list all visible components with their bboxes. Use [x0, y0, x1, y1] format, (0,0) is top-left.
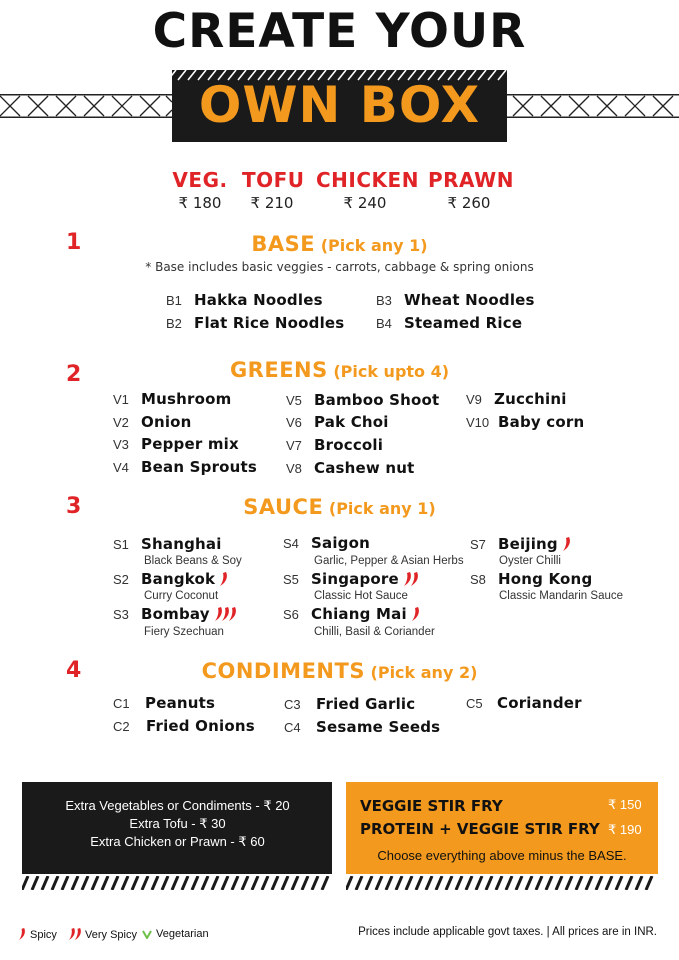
item-code: V6 — [286, 415, 302, 430]
menu-item — [376, 313, 522, 332]
item-name: Pak Choi — [314, 413, 389, 431]
item-name: Saigon — [311, 534, 370, 552]
section-instruction: (Pick any 2) — [370, 663, 478, 682]
section-instruction: (Pick any 1) — [328, 499, 436, 518]
item-name: Broccoli — [314, 436, 384, 454]
price-name: PRAWN — [428, 168, 514, 192]
item-code: B4 — [376, 316, 392, 331]
menu-item — [470, 534, 571, 555]
item-code: C4 — [284, 720, 301, 735]
stir-fry-item-name: PROTEIN + VEGGIE STIR FRY — [360, 820, 600, 838]
menu-item — [113, 716, 255, 735]
menu-item — [286, 435, 383, 454]
item-description: Fiery Szechuan — [144, 626, 224, 638]
page-title-line-1: CREATE YOUR — [152, 4, 527, 59]
menu-item — [113, 434, 239, 453]
item-name: Cashew nut — [314, 459, 415, 477]
item-name: Mushroom — [141, 390, 232, 408]
item-description: Classic Hot Sauce — [314, 590, 408, 602]
price-chicken — [316, 168, 419, 214]
item-description: Chilli, Basil & Coriander — [314, 626, 435, 638]
legend-spicy — [18, 928, 57, 943]
item-name: Shanghai — [141, 535, 222, 553]
item-code: C3 — [284, 697, 301, 712]
extras-line: Extra Vegetables or Condiments - ₹ 20 — [65, 798, 290, 813]
price-name: VEG. — [172, 168, 228, 192]
item-code: S7 — [470, 537, 486, 552]
stir-fry-item-name: VEGGIE STIR FRY — [360, 797, 503, 815]
section-title: SAUCE — [243, 495, 324, 519]
item-name: Steamed Rice — [404, 314, 523, 332]
item-name: Singapore — [311, 570, 399, 588]
item-name: Pepper mix — [141, 435, 239, 453]
section-heading-sauce — [0, 495, 679, 519]
menu-item — [283, 533, 370, 552]
item-name: Zucchini — [494, 390, 567, 408]
item-name: Fried Garlic — [316, 695, 416, 713]
spicy-chili-icon — [219, 571, 228, 590]
spicy-chili-icon — [411, 606, 420, 625]
price-tofu — [242, 168, 305, 214]
item-name: Wheat Noodles — [404, 291, 535, 309]
menu-item — [113, 693, 215, 712]
item-description: Curry Coconut — [144, 590, 219, 602]
price-name: TOFU — [242, 168, 305, 192]
menu-item — [113, 534, 222, 553]
item-code: V9 — [466, 392, 482, 407]
item-code: C1 — [113, 696, 130, 711]
section-number: 2 — [66, 362, 82, 387]
item-name: Bangkok — [141, 570, 216, 588]
item-name: Beijing — [498, 535, 558, 553]
menu-item — [466, 389, 567, 408]
stir-fry-item-price: ₹ 150 — [608, 797, 642, 812]
item-code: B1 — [166, 293, 182, 308]
section-title: GREENS — [229, 358, 328, 382]
price-prawn — [428, 168, 514, 214]
item-code: V5 — [286, 393, 302, 408]
price-value: ₹ 260 — [447, 194, 491, 212]
base-note: * Base includes basic veggies - carrots, cabbage & spring onions — [145, 260, 534, 274]
item-description: Black Beans & Soy — [144, 555, 242, 567]
item-code: S8 — [470, 572, 486, 587]
section-heading-base — [0, 232, 679, 256]
price-value: ₹ 210 — [250, 194, 294, 212]
item-code: S6 — [283, 607, 299, 622]
menu-item — [284, 694, 415, 713]
extra-spicy-chili-icon — [214, 606, 236, 625]
menu-item — [286, 390, 439, 409]
item-code: S4 — [283, 536, 299, 551]
item-code: B3 — [376, 293, 392, 308]
item-code: V8 — [286, 461, 302, 476]
section-number: 1 — [66, 230, 82, 255]
item-code: V7 — [286, 438, 302, 453]
item-description: Oyster Chilli — [499, 555, 561, 567]
item-code: V10 — [466, 415, 490, 430]
menu-item — [470, 569, 592, 588]
section-heading-condiments — [0, 659, 679, 683]
very-spicy-chili-icon — [403, 571, 418, 590]
menu-item — [113, 412, 192, 431]
item-name: Hakka Noodles — [194, 291, 323, 309]
price-value: ₹ 240 — [343, 194, 387, 212]
extras-line: Extra Chicken or Prawn - ₹ 60 — [90, 834, 265, 849]
item-code: V2 — [113, 415, 129, 430]
item-name: Peanuts — [145, 694, 216, 712]
item-name: Chiang Mai — [311, 605, 407, 623]
item-name: Fried Onions — [146, 717, 255, 735]
page-title-line-2: OWN BOX — [198, 76, 481, 134]
item-description: Classic Mandarin Sauce — [499, 590, 624, 602]
menu-item — [113, 457, 257, 476]
price-value: ₹ 180 — [178, 194, 222, 212]
lattice-left — [0, 94, 172, 118]
legend-label: Spicy — [30, 929, 57, 941]
legend-label: Very Spicy — [85, 929, 137, 941]
menu-item — [113, 569, 228, 590]
item-name: Bombay — [141, 605, 210, 623]
price-veg — [172, 168, 228, 214]
stir-fry-note: Choose everything above minus the BASE. — [377, 848, 627, 863]
menu-item — [283, 604, 420, 625]
item-name: Sesame Seeds — [316, 718, 441, 736]
lattice-right — [507, 94, 679, 118]
item-code: V1 — [113, 392, 129, 407]
legend-label: Vegetarian — [156, 928, 209, 940]
very-spicy-chili-icon — [68, 928, 81, 943]
menu-item — [283, 569, 418, 590]
extras-list — [45, 797, 310, 851]
spicy-chili-icon — [18, 928, 26, 943]
stir-fry-item-price: ₹ 190 — [608, 822, 642, 837]
item-name: Onion — [141, 413, 192, 431]
item-code: S2 — [113, 572, 129, 587]
menu-item — [376, 290, 535, 309]
menu-item — [466, 412, 584, 431]
item-code: V3 — [113, 437, 129, 452]
item-code: S1 — [113, 537, 129, 552]
menu-item — [166, 290, 323, 309]
section-heading-greens — [0, 358, 679, 382]
item-code: V4 — [113, 460, 129, 475]
menu-item — [113, 604, 236, 625]
item-code: S5 — [283, 572, 299, 587]
vegetarian-check-icon — [142, 929, 152, 942]
item-code: B2 — [166, 316, 182, 331]
item-code: S3 — [113, 607, 129, 622]
item-name: Baby corn — [498, 413, 585, 431]
item-description: Garlic, Pepper & Asian Herbs — [314, 555, 464, 567]
menu-item — [466, 693, 582, 712]
item-name: Bean Sprouts — [141, 458, 258, 476]
menu-item — [166, 313, 344, 332]
section-number: 3 — [66, 494, 82, 519]
menu-item — [286, 458, 415, 477]
price-name: CHICKEN — [316, 168, 419, 192]
extras-line: Extra Tofu - ₹ 30 — [129, 816, 226, 831]
item-name: Bamboo Shoot — [314, 391, 440, 409]
section-instruction: (Pick any 1) — [320, 236, 428, 255]
menu-item — [284, 717, 440, 736]
item-code: C5 — [466, 696, 483, 711]
legend-vegetarian — [142, 928, 209, 942]
section-title: CONDIMENTS — [201, 659, 365, 683]
item-code: C2 — [113, 719, 130, 734]
section-number: 4 — [66, 658, 82, 683]
stir-fry-stripe — [346, 876, 658, 890]
item-name: Flat Rice Noodles — [194, 314, 345, 332]
legend-very-spicy — [68, 928, 137, 943]
item-name: Hong Kong — [498, 570, 593, 588]
section-instruction: (Pick upto 4) — [333, 362, 450, 381]
spicy-chili-icon — [562, 536, 571, 555]
price-footnote: Prices include applicable govt taxes. | All prices are in INR. — [358, 926, 657, 938]
extras-stripe — [22, 876, 332, 890]
menu-item — [286, 412, 389, 431]
menu-item — [113, 389, 231, 408]
item-name: Coriander — [497, 694, 582, 712]
section-title: BASE — [251, 232, 316, 256]
